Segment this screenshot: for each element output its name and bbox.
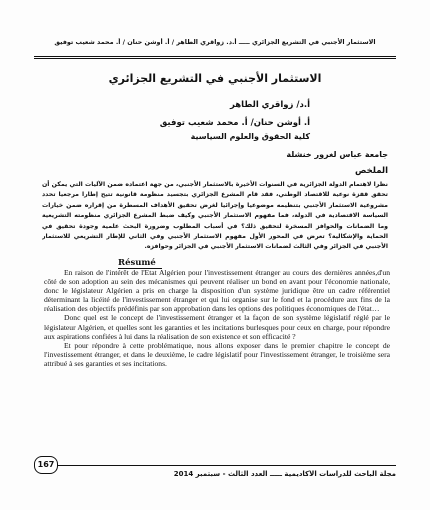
resume-body <box>44 268 390 436</box>
page-number-badge: 167 <box>34 456 58 474</box>
resume-paragraph: Et pour répondre à cette problématique, nous allons exposer dans le premier chapitre le concept de l'investissement étranger, et dans le deuxième, le cadre législatif pour l'investissement étranger, le troisième sera attribué à ses garanties et ses incitations. <box>44 340 390 368</box>
author-name: أ.د/ زواقري الطاهر <box>229 100 310 110</box>
header-rule-double <box>34 58 396 59</box>
summary-text: نظرا لاهتمام الدولة الجزائرية في السنوات الأخيرة بالاستثمار الأجنبي، من جهة اعتماده ضمن الآليات التي يمكن أن تحقق قفزة نوعية للاقتصاد الوطني، فقد قام المشرع الجزائري بتجسيد منظومة قانونية تتيح إطارا مرجعيا تحدد مشروعية الاستثمار الأجنبي بتنظيمه موضوعيا وإجرائيا لغرض تحقيق الأهداف المسطرة من إقراره ضمن خيارات السياسة الاقتصادية في الدولة، فما مفهوم الاستثمار الأجنبي وكيف ضبط المشرع الجزائري منظومته التشريعية وما الضمانات والحوافز المسخرة لتحقيق ذلك؟ في أسباب المطلوب وضرورة البحث علمية وجودة تحقيق في الحماية والإشكالية؟ تعرض في المحور الأول مفهوم الاستثمار الأجنبي وفي الثاني للإطار التشريعي للاستثمار الأجنبي في الجزائر وفي الثالث لضمانات الاستثمار الأجنبي في الجزائر وحوافزه. <box>42 181 388 251</box>
resume-paragraph: En raison de l'intérêt de l'Etat Algérien pour l'investissement étranger au cours des dernières années,d'un côté de son adoption au sein des mécanismes qui peuvent réaliser un bond en avant pour l'économie nationale, donc le législateur Algérien a pris en charge la disposition d'un système juridique être un cadre référentiel déterminant la licéité de l'investissement étranger et qui lui organise sur le fond et la procédure aux fins de la réalisation des objectifs prédéfinis par son approbation dans les options des politiques économiques de l'état… <box>44 268 390 314</box>
journal-footer: مجلة الباحث للدراسات الأكاديمية ـــــ العدد الثالث - سبتمبر 2014 <box>173 470 396 478</box>
running-header: الاستثمار الأجنبي في التشريع الجزائري ـــــ أ.د. زواقري الطاهر / أ. أوشن حنان / أ. محمد شعيب توفيق <box>54 38 376 46</box>
header-rule <box>34 56 396 57</box>
coauthor-names: أ. أوشن حنان/ أ. محمد شعيب توفيق <box>159 118 310 128</box>
footer-rule <box>34 465 396 466</box>
summary-heading: الملخص <box>355 166 388 176</box>
university-affiliation: جامعة عباس لغرور خنشلة <box>286 150 388 159</box>
resume-paragraph: Donc quel est le concept de l'investissement étranger et la façon de son système législatif réglé par le législateur Algérien, et quelles sont les garanties et les incitations burlesques pour ceux en charge, pour répondre aux aspirations confiées à lui dans la réalisation de son existence et son efficacité ? <box>44 313 390 341</box>
article-title: الاستثمار الأجنبي في التشريع الجزائري <box>108 72 322 85</box>
resume-heading: Résumé <box>118 258 156 268</box>
faculty-affiliation: كلية الحقوق والعلوم السياسية <box>190 132 310 141</box>
